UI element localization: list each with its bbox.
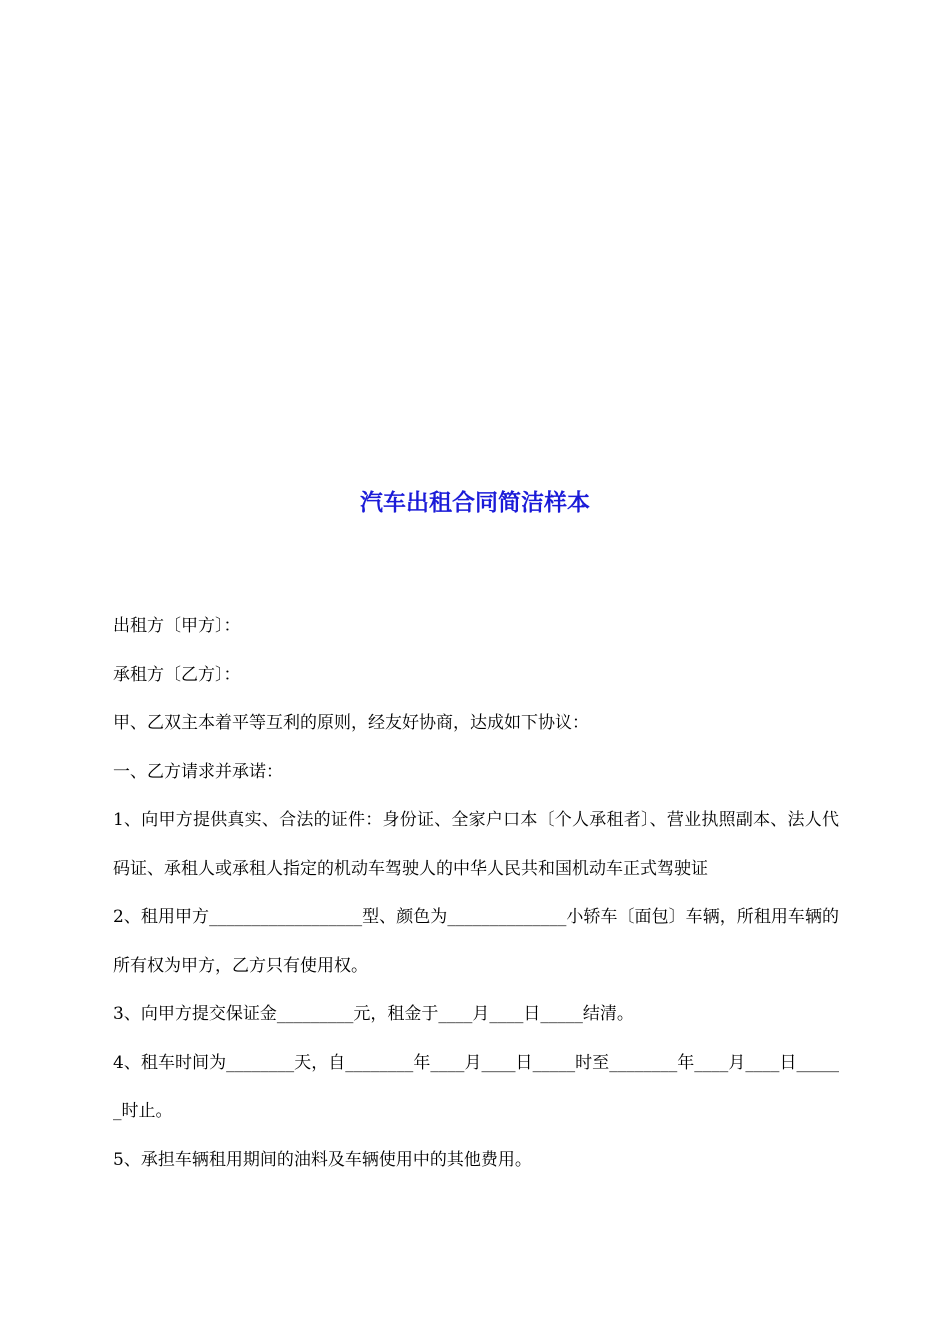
lessor-line: 出租方〔甲方〕： <box>113 616 241 636</box>
section-heading-1: 一、乙方请求并承诺： <box>113 761 283 782</box>
clause-2: 2、租用甲方__________________型、颜色为______________小轿车〔面包〕车辆，所租用车辆的所有权为甲方，乙方只有使用权。 <box>113 907 839 976</box>
clause-3: 3、向甲方提交保证金_________元，租金于____月____日_____结清。 <box>113 1004 634 1024</box>
clause-1: 1、向甲方提供真实、合法的证件：身份证、全家户口本〔个人承租者〕、营业执照副本、法人代码证、承租人或承租人指定的机动车驾驶人的中华人民共和国机动车正式驾驶证 <box>113 810 839 879</box>
document-title: 汽车出租合同简洁样本 <box>360 490 590 516</box>
contract-body <box>113 602 839 1184</box>
lessee-line: 承租方〔乙方〕： <box>113 664 241 685</box>
agreement-preamble: 甲、乙双主本着平等互利的原则，经友好协商，达成如下协议： <box>113 713 589 733</box>
clause-4: 4、租车时间为________天，自________年____月____日_____时至________年____月____日______时止。 <box>113 1052 839 1121</box>
clause-5: 5、承担车辆租用期间的油料及车辆使用中的其他费用。 <box>113 1149 532 1170</box>
